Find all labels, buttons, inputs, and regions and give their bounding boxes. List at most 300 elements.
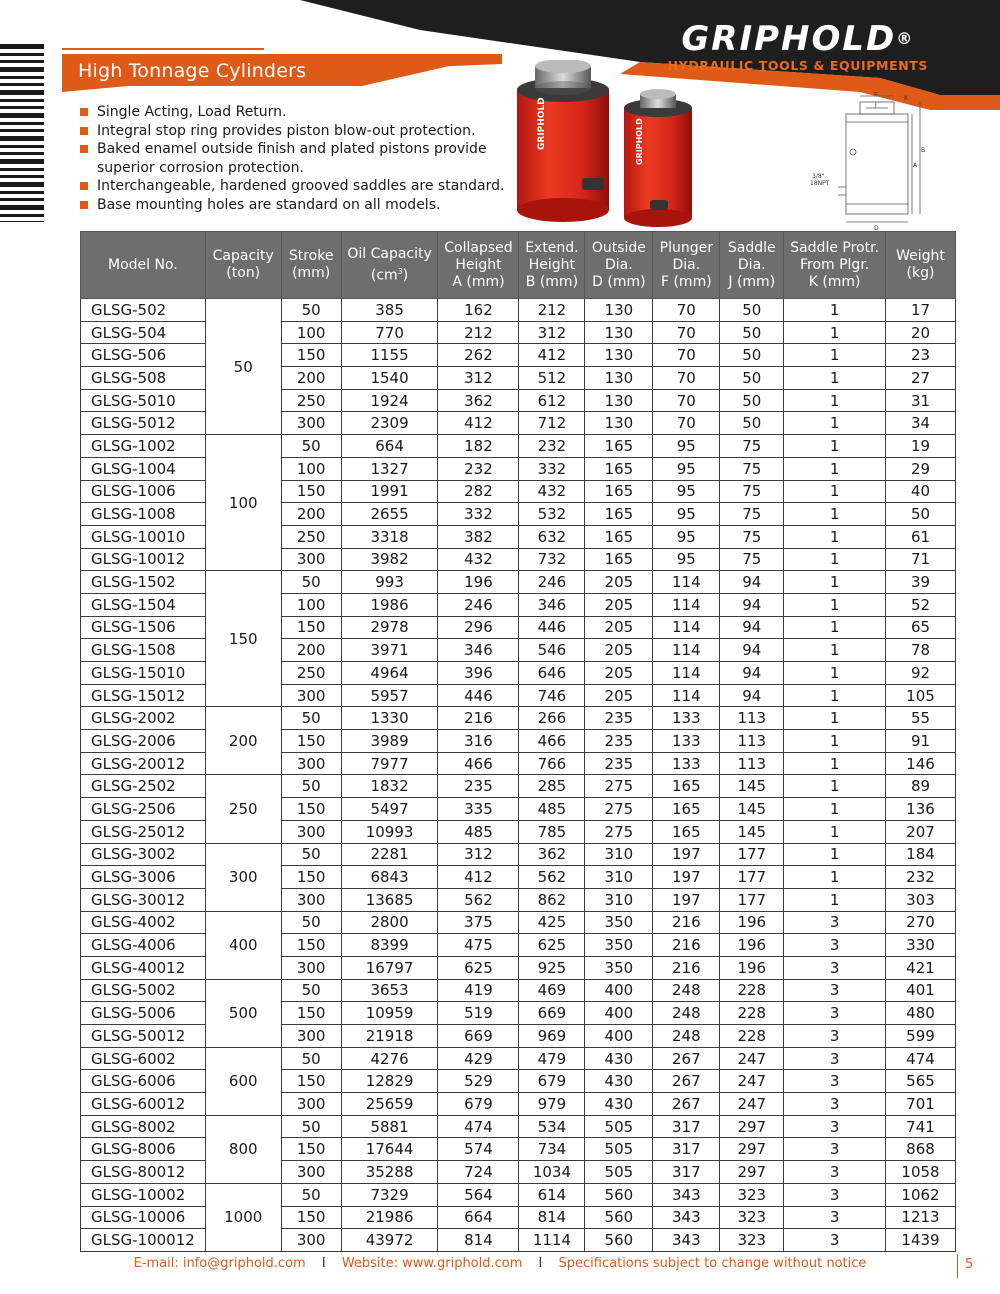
value-cell: 205 xyxy=(585,593,653,616)
value-cell: 52 xyxy=(886,593,956,616)
value-cell: 248 xyxy=(653,979,720,1002)
col-stroke: Stroke (mm) xyxy=(281,232,341,299)
value-cell: 3 xyxy=(784,1138,886,1161)
value-cell: 145 xyxy=(720,775,784,798)
value-cell: 1832 xyxy=(341,775,438,798)
value-cell: 770 xyxy=(341,321,438,344)
value-cell: 400 xyxy=(585,979,653,1002)
footer-separator: I xyxy=(321,1256,326,1271)
value-cell: 12829 xyxy=(341,1070,438,1093)
value-cell: 165 xyxy=(585,457,653,480)
value-cell: 75 xyxy=(720,525,784,548)
svg-text:18NPT: 18NPT xyxy=(810,180,830,187)
value-cell: 400 xyxy=(585,1002,653,1025)
value-cell: 625 xyxy=(519,934,585,957)
value-cell: 232 xyxy=(886,866,956,889)
value-cell: 267 xyxy=(653,1093,720,1116)
value-cell: 862 xyxy=(519,888,585,911)
value-cell: 145 xyxy=(720,820,784,843)
value-cell: 419 xyxy=(438,979,519,1002)
svg-text:D: D xyxy=(874,225,879,232)
value-cell: 312 xyxy=(519,321,585,344)
page-number: 5 xyxy=(965,1257,974,1272)
value-cell: 250 xyxy=(281,389,341,412)
value-cell: 679 xyxy=(438,1093,519,1116)
value-cell: 1330 xyxy=(341,707,438,730)
value-cell: 50 xyxy=(281,1115,341,1138)
value-cell: 485 xyxy=(438,820,519,843)
capacity-cell: 400 xyxy=(205,911,281,979)
value-cell: 1540 xyxy=(341,367,438,390)
value-cell: 130 xyxy=(585,344,653,367)
value-cell: 3971 xyxy=(341,639,438,662)
value-cell: 92 xyxy=(886,662,956,685)
model-cell: GLSG-10010 xyxy=(81,525,206,548)
value-cell: 50 xyxy=(720,367,784,390)
value-cell: 1114 xyxy=(519,1229,585,1252)
value-cell: 200 xyxy=(281,367,341,390)
model-cell: GLSG-1504 xyxy=(81,593,206,616)
value-cell: 197 xyxy=(653,866,720,889)
value-cell: 969 xyxy=(519,1025,585,1048)
value-cell: 534 xyxy=(519,1115,585,1138)
value-cell: 89 xyxy=(886,775,956,798)
value-cell: 275 xyxy=(585,820,653,843)
value-cell: 50 xyxy=(281,843,341,866)
value-cell: 114 xyxy=(653,616,720,639)
value-cell: 724 xyxy=(438,1161,519,1184)
value-cell: 3989 xyxy=(341,730,438,753)
footer-separator: I xyxy=(538,1256,543,1271)
model-cell: GLSG-4006 xyxy=(81,934,206,957)
value-cell: 165 xyxy=(585,525,653,548)
value-cell: 1 xyxy=(784,367,886,390)
value-cell: 1 xyxy=(784,480,886,503)
value-cell: 4276 xyxy=(341,1047,438,1070)
value-cell: 113 xyxy=(720,707,784,730)
value-cell: 432 xyxy=(438,548,519,571)
value-cell: 1 xyxy=(784,344,886,367)
value-cell: 1 xyxy=(784,321,886,344)
value-cell: 529 xyxy=(438,1070,519,1093)
value-cell: 466 xyxy=(519,730,585,753)
capacity-cell: 100 xyxy=(205,435,281,571)
model-cell: GLSG-100012 xyxy=(81,1229,206,1252)
value-cell: 560 xyxy=(585,1229,653,1252)
col-collapsed-height: Collapsed Height A (mm) xyxy=(438,232,519,299)
value-cell: 247 xyxy=(720,1047,784,1070)
value-cell: 25659 xyxy=(341,1093,438,1116)
value-cell: 262 xyxy=(438,344,519,367)
value-cell: 766 xyxy=(519,752,585,775)
value-cell: 1 xyxy=(784,503,886,526)
value-cell: 165 xyxy=(653,775,720,798)
svg-text:3/8": 3/8" xyxy=(812,173,825,180)
model-cell: GLSG-10012 xyxy=(81,548,206,571)
value-cell: 216 xyxy=(653,934,720,957)
value-cell: 130 xyxy=(585,389,653,412)
value-cell: 297 xyxy=(720,1115,784,1138)
value-cell: 401 xyxy=(886,979,956,1002)
value-cell: 232 xyxy=(519,435,585,458)
value-cell: 197 xyxy=(653,843,720,866)
value-cell: 3 xyxy=(784,1183,886,1206)
feature-list xyxy=(80,103,520,214)
value-cell: 75 xyxy=(720,457,784,480)
value-cell: 1 xyxy=(784,866,886,889)
value-cell: 3 xyxy=(784,1047,886,1070)
value-cell: 300 xyxy=(281,752,341,775)
value-cell: 266 xyxy=(519,707,585,730)
value-cell: 1 xyxy=(784,707,886,730)
value-cell: 177 xyxy=(720,843,784,866)
table-row xyxy=(81,911,956,934)
value-cell: 50 xyxy=(720,412,784,435)
value-cell: 300 xyxy=(281,1093,341,1116)
model-cell: GLSG-508 xyxy=(81,367,206,390)
value-cell: 228 xyxy=(720,1002,784,1025)
value-cell: 133 xyxy=(653,752,720,775)
value-cell: 562 xyxy=(519,866,585,889)
value-cell: 19 xyxy=(886,435,956,458)
value-cell: 95 xyxy=(653,548,720,571)
bullet-square-icon xyxy=(80,108,88,116)
value-cell: 205 xyxy=(585,639,653,662)
value-cell: 332 xyxy=(519,457,585,480)
value-cell: 70 xyxy=(653,344,720,367)
footer-note: Specifications subject to change without notice xyxy=(558,1256,867,1271)
value-cell: 1034 xyxy=(519,1161,585,1184)
value-cell: 50 xyxy=(281,979,341,1002)
model-cell: GLSG-80012 xyxy=(81,1161,206,1184)
value-cell: 317 xyxy=(653,1115,720,1138)
value-cell: 560 xyxy=(585,1206,653,1229)
value-cell: 300 xyxy=(281,1229,341,1252)
value-cell: 480 xyxy=(886,1002,956,1025)
value-cell: 1 xyxy=(784,435,886,458)
value-cell: 3982 xyxy=(341,548,438,571)
model-cell: GLSG-504 xyxy=(81,321,206,344)
value-cell: 94 xyxy=(720,662,784,685)
model-cell: GLSG-40012 xyxy=(81,956,206,979)
feature-item: Interchangeable, hardened grooved saddles are standard. xyxy=(80,177,520,196)
value-cell: 734 xyxy=(519,1138,585,1161)
capacity-cell: 50 xyxy=(205,299,281,435)
value-cell: 332 xyxy=(438,503,519,526)
value-cell: 196 xyxy=(720,911,784,934)
value-cell: 16797 xyxy=(341,956,438,979)
value-cell: 130 xyxy=(585,367,653,390)
value-cell: 95 xyxy=(653,480,720,503)
value-cell: 3 xyxy=(784,1070,886,1093)
model-cell: GLSG-8002 xyxy=(81,1115,206,1138)
value-cell: 312 xyxy=(438,367,519,390)
value-cell: 300 xyxy=(281,956,341,979)
value-cell: 612 xyxy=(519,389,585,412)
value-cell: 130 xyxy=(585,412,653,435)
value-cell: 546 xyxy=(519,639,585,662)
model-cell: GLSG-10002 xyxy=(81,1183,206,1206)
value-cell: 466 xyxy=(438,752,519,775)
value-cell: 1 xyxy=(784,775,886,798)
model-cell: GLSG-5010 xyxy=(81,389,206,412)
value-cell: 382 xyxy=(438,525,519,548)
value-cell: 275 xyxy=(585,775,653,798)
svg-text:A: A xyxy=(913,162,918,169)
capacity-cell: 1000 xyxy=(205,1183,281,1251)
cylinder-label: GRIPHOLD xyxy=(635,118,644,165)
value-cell: 814 xyxy=(438,1229,519,1252)
value-cell: 8399 xyxy=(341,934,438,957)
model-cell: GLSG-2006 xyxy=(81,730,206,753)
value-cell: 3 xyxy=(784,1025,886,1048)
value-cell: 113 xyxy=(720,752,784,775)
value-cell: 310 xyxy=(585,843,653,866)
value-cell: 300 xyxy=(281,1025,341,1048)
value-cell: 50 xyxy=(720,344,784,367)
value-cell: 505 xyxy=(585,1138,653,1161)
value-cell: 91 xyxy=(886,730,956,753)
value-cell: 50 xyxy=(720,389,784,412)
table-row xyxy=(81,707,956,730)
value-cell: 55 xyxy=(886,707,956,730)
value-cell: 105 xyxy=(886,684,956,707)
value-cell: 512 xyxy=(519,367,585,390)
value-cell: 94 xyxy=(720,571,784,594)
capacity-cell: 200 xyxy=(205,707,281,775)
value-cell: 50 xyxy=(281,435,341,458)
value-cell: 150 xyxy=(281,344,341,367)
value-cell: 235 xyxy=(585,707,653,730)
bullet-square-icon xyxy=(80,201,88,209)
value-cell: 6843 xyxy=(341,866,438,889)
value-cell: 1 xyxy=(784,639,886,662)
value-cell: 400 xyxy=(585,1025,653,1048)
value-cell: 94 xyxy=(720,684,784,707)
value-cell: 430 xyxy=(585,1070,653,1093)
value-cell: 625 xyxy=(438,956,519,979)
value-cell: 565 xyxy=(886,1070,956,1093)
value-cell: 100 xyxy=(281,457,341,480)
col-saddle-dia: Saddle Dia. J (mm) xyxy=(720,232,784,299)
value-cell: 197 xyxy=(653,888,720,911)
value-cell: 1155 xyxy=(341,344,438,367)
col-weight: Weight (kg) xyxy=(886,232,956,299)
table-row xyxy=(81,299,956,322)
value-cell: 10959 xyxy=(341,1002,438,1025)
svg-text:E: E xyxy=(874,92,878,97)
value-cell: 27 xyxy=(886,367,956,390)
value-cell: 412 xyxy=(438,866,519,889)
value-cell: 113 xyxy=(720,730,784,753)
model-cell: GLSG-3006 xyxy=(81,866,206,889)
value-cell: 1 xyxy=(784,843,886,866)
value-cell: 297 xyxy=(720,1138,784,1161)
value-cell: 165 xyxy=(585,548,653,571)
value-cell: 350 xyxy=(585,956,653,979)
value-cell: 1924 xyxy=(341,389,438,412)
value-cell: 50 xyxy=(281,571,341,594)
value-cell: 1 xyxy=(784,798,886,821)
value-cell: 94 xyxy=(720,593,784,616)
value-cell: 1 xyxy=(784,299,886,322)
value-cell: 150 xyxy=(281,1206,341,1229)
value-cell: 282 xyxy=(438,480,519,503)
table-row xyxy=(81,1047,956,1070)
value-cell: 3 xyxy=(784,1161,886,1184)
value-cell: 165 xyxy=(585,503,653,526)
page-footer xyxy=(0,1256,1000,1271)
model-cell: GLSG-4002 xyxy=(81,911,206,934)
value-cell: 145 xyxy=(720,798,784,821)
value-cell: 701 xyxy=(886,1093,956,1116)
value-cell: 275 xyxy=(585,798,653,821)
feature-item: Single Acting, Load Return. xyxy=(80,103,520,122)
value-cell: 430 xyxy=(585,1093,653,1116)
value-cell: 235 xyxy=(585,730,653,753)
value-cell: 5881 xyxy=(341,1115,438,1138)
value-cell: 216 xyxy=(653,911,720,934)
value-cell: 50 xyxy=(281,775,341,798)
table-row xyxy=(81,571,956,594)
value-cell: 362 xyxy=(519,843,585,866)
value-cell: 75 xyxy=(720,435,784,458)
value-cell: 228 xyxy=(720,979,784,1002)
value-cell: 562 xyxy=(438,888,519,911)
value-cell: 100 xyxy=(281,593,341,616)
value-cell: 412 xyxy=(438,412,519,435)
footer-email[interactable]: E-mail: info@griphold.com xyxy=(133,1256,306,1271)
value-cell: 146 xyxy=(886,752,956,775)
value-cell: 664 xyxy=(341,435,438,458)
value-cell: 475 xyxy=(438,934,519,957)
value-cell: 1991 xyxy=(341,480,438,503)
value-cell: 474 xyxy=(886,1047,956,1070)
model-cell: GLSG-10006 xyxy=(81,1206,206,1229)
model-cell: GLSG-60012 xyxy=(81,1093,206,1116)
col-extended-height: Extend. Height B (mm) xyxy=(519,232,585,299)
value-cell: 205 xyxy=(585,684,653,707)
value-cell: 346 xyxy=(519,593,585,616)
value-cell: 165 xyxy=(653,798,720,821)
value-cell: 1062 xyxy=(886,1183,956,1206)
value-cell: 564 xyxy=(438,1183,519,1206)
value-cell: 7977 xyxy=(341,752,438,775)
value-cell: 23 xyxy=(886,344,956,367)
value-cell: 95 xyxy=(653,503,720,526)
value-cell: 31 xyxy=(886,389,956,412)
value-cell: 114 xyxy=(653,639,720,662)
col-oil-capacity: Oil Capacity $(cm^3)$ xyxy=(341,232,438,299)
capacity-cell: 300 xyxy=(205,843,281,911)
value-cell: 17 xyxy=(886,299,956,322)
value-cell: 1 xyxy=(784,730,886,753)
value-cell: 177 xyxy=(720,866,784,889)
value-cell: 1 xyxy=(784,389,886,412)
value-cell: 165 xyxy=(653,820,720,843)
value-cell: 3 xyxy=(784,1002,886,1025)
value-cell: 196 xyxy=(720,934,784,957)
footer-website[interactable]: Website: www.griphold.com xyxy=(341,1256,523,1271)
value-cell: 1058 xyxy=(886,1161,956,1184)
model-cell: GLSG-1506 xyxy=(81,616,206,639)
value-cell: 346 xyxy=(438,639,519,662)
barcode-decoration xyxy=(0,44,44,222)
value-cell: 2309 xyxy=(341,412,438,435)
value-cell: 3 xyxy=(784,956,886,979)
value-cell: 10993 xyxy=(341,820,438,843)
value-cell: 664 xyxy=(438,1206,519,1229)
value-cell: 94 xyxy=(720,616,784,639)
value-cell: 323 xyxy=(720,1206,784,1229)
value-cell: 979 xyxy=(519,1093,585,1116)
value-cell: 350 xyxy=(585,911,653,934)
value-cell: 212 xyxy=(438,321,519,344)
value-cell: 741 xyxy=(886,1115,956,1138)
value-cell: 136 xyxy=(886,798,956,821)
value-cell: 1 xyxy=(784,684,886,707)
model-cell: GLSG-1006 xyxy=(81,480,206,503)
value-cell: 71 xyxy=(886,548,956,571)
capacity-cell: 800 xyxy=(205,1115,281,1183)
value-cell: 34 xyxy=(886,412,956,435)
value-cell: 1 xyxy=(784,752,886,775)
value-cell: 1 xyxy=(784,571,886,594)
value-cell: 310 xyxy=(585,888,653,911)
value-cell: 317 xyxy=(653,1138,720,1161)
value-cell: 323 xyxy=(720,1229,784,1252)
value-cell: 300 xyxy=(281,820,341,843)
value-cell: 385 xyxy=(341,299,438,322)
value-cell: 150 xyxy=(281,1138,341,1161)
value-cell: 94 xyxy=(720,639,784,662)
feature-item: Baked enamel outside finish and plated pistons provide superior corrosion protection. xyxy=(80,140,520,177)
value-cell: 270 xyxy=(886,911,956,934)
model-cell: GLSG-15010 xyxy=(81,662,206,685)
value-cell: 35288 xyxy=(341,1161,438,1184)
value-cell: 2655 xyxy=(341,503,438,526)
value-cell: 200 xyxy=(281,639,341,662)
value-cell: 78 xyxy=(886,639,956,662)
value-cell: 182 xyxy=(438,435,519,458)
value-cell: 5957 xyxy=(341,684,438,707)
capacity-cell: 600 xyxy=(205,1047,281,1115)
value-cell: 1327 xyxy=(341,457,438,480)
value-cell: 150 xyxy=(281,1002,341,1025)
value-cell: 1213 xyxy=(886,1206,956,1229)
value-cell: 599 xyxy=(886,1025,956,1048)
model-cell: GLSG-25012 xyxy=(81,820,206,843)
value-cell: 100 xyxy=(281,321,341,344)
model-cell: GLSG-502 xyxy=(81,299,206,322)
value-cell: 868 xyxy=(886,1138,956,1161)
value-cell: 474 xyxy=(438,1115,519,1138)
value-cell: 2800 xyxy=(341,911,438,934)
value-cell: 70 xyxy=(653,412,720,435)
value-cell: 505 xyxy=(585,1115,653,1138)
value-cell: 70 xyxy=(653,389,720,412)
value-cell: 1986 xyxy=(341,593,438,616)
value-cell: 993 xyxy=(341,571,438,594)
value-cell: 1 xyxy=(784,525,886,548)
value-cell: 432 xyxy=(519,480,585,503)
value-cell: 114 xyxy=(653,571,720,594)
value-cell: 247 xyxy=(720,1070,784,1093)
model-cell: GLSG-1008 xyxy=(81,503,206,526)
value-cell: 2978 xyxy=(341,616,438,639)
model-cell: GLSG-1502 xyxy=(81,571,206,594)
value-cell: 317 xyxy=(653,1161,720,1184)
